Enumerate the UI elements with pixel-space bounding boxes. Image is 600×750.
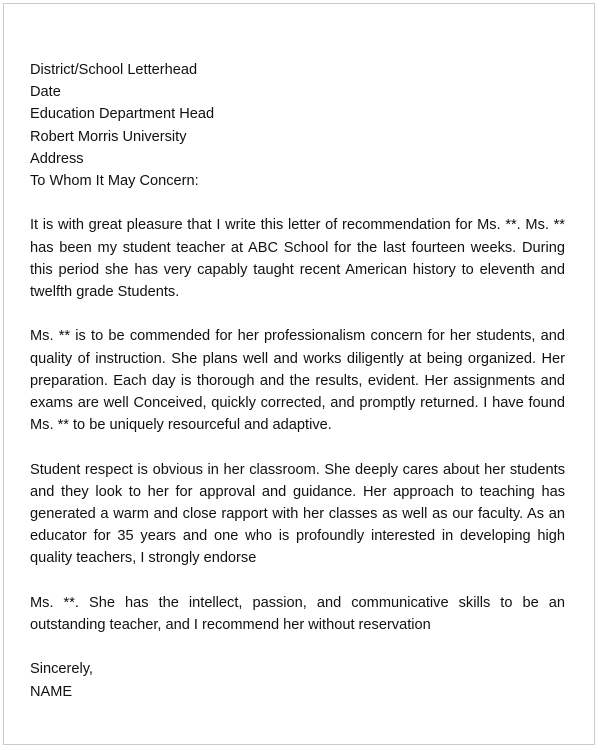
letter-paragraph-1: It is with great pleasure that I write this letter of recommendation for Ms. **. Ms. ** has been my student teacher at ABC School for the last fourteen weeks. During this period she has very capably taught recent American history to eleventh and twelfth grade Students. <box>30 217 565 301</box>
letter-closing <box>30 658 565 702</box>
recipient-address-line: Address <box>30 150 84 167</box>
salutation-line: To Whom It May Concern: <box>30 173 199 190</box>
letter-paragraph-3: Student respect is obvious in her classroom. She deeply cares about her students and they look to her for approval and guidance. Her approach to teaching has generated a warm and close rapport with her classes as well as our faculty. As an educator for 35 years and one who is profoundly interested in developing high quality teachers, I strongly endorse <box>30 461 565 567</box>
letterhead-line: District/School Letterhead <box>30 62 198 78</box>
closing-line: Sincerely, <box>30 661 93 678</box>
recipient-title-line: Education Department Head <box>30 106 215 123</box>
letter-paragraph-4: Ms. **. She has the intellect, passion, and communicative skills to be an outstanding teacher, and I recommend her without reservation <box>30 594 565 634</box>
signature-name: NAME <box>30 683 73 700</box>
recipient-organization-line: Robert Morris University <box>30 128 187 145</box>
recommendation-letter <box>30 59 565 703</box>
date-line: Date <box>30 84 61 101</box>
letter-paragraph-2: Ms. ** is to be commended for her professionalism concern for her students, and quality of instruction. She plans well and works diligently at being organized. Her preparation. Each day is thorough and the results, evident. Her assignments and exams are well Conceived, quickly corrected, and promptly returned. I have found Ms. ** to be uniquely resourceful and adaptive. <box>30 328 565 434</box>
letter-header <box>30 59 565 192</box>
